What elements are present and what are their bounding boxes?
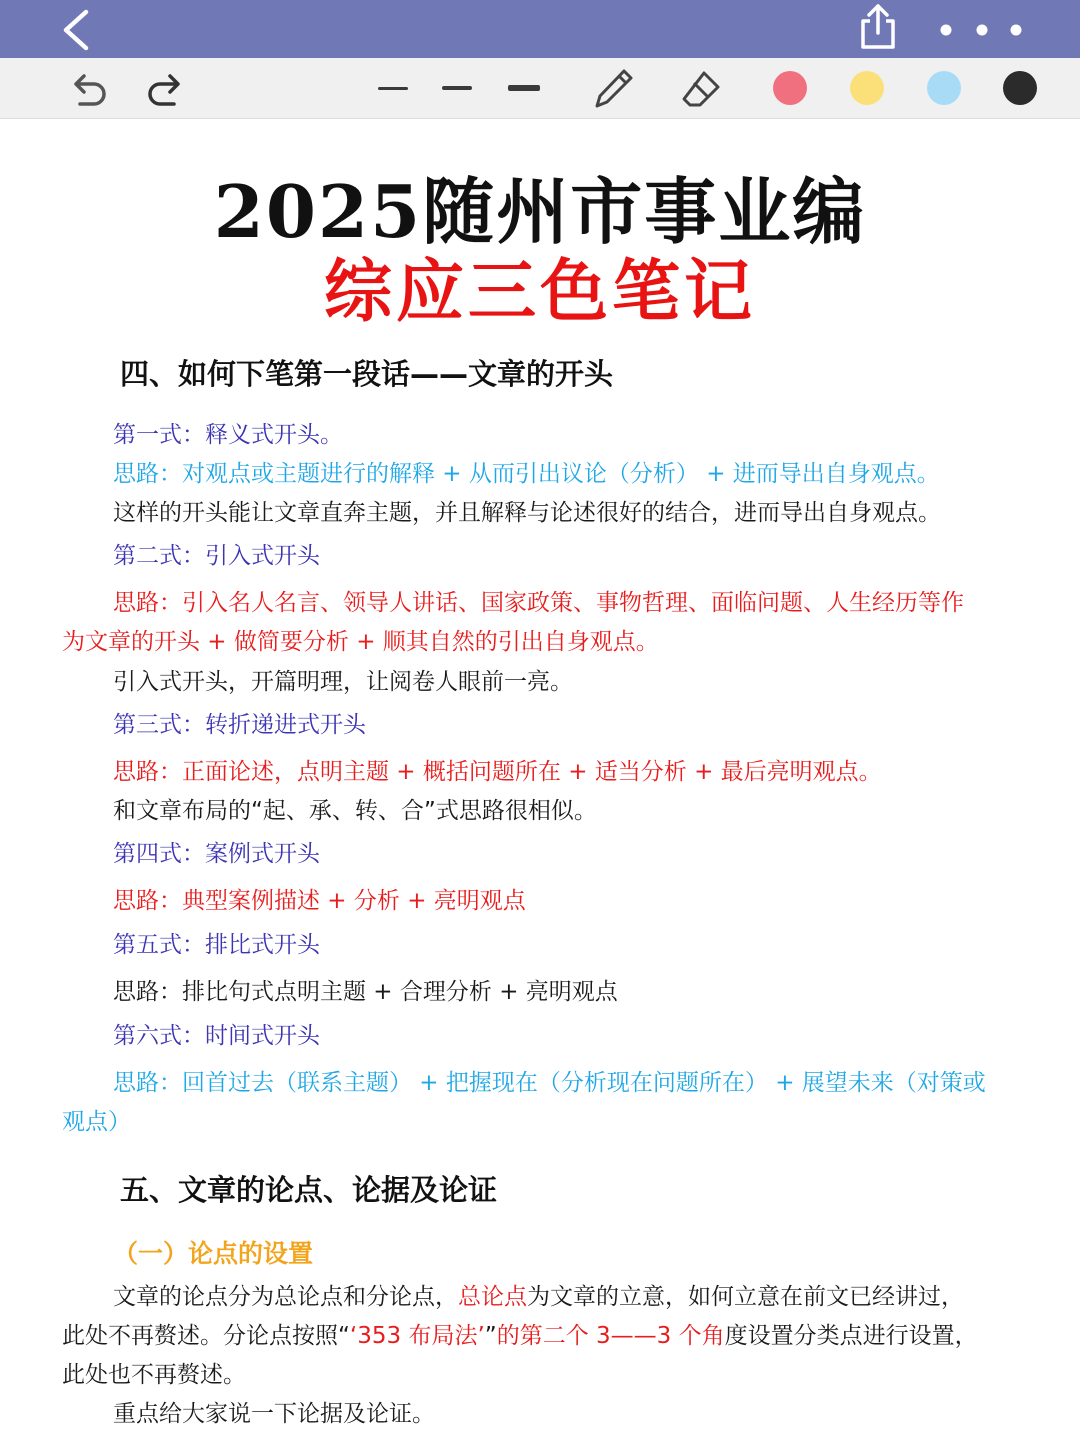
- text-run: 为文章的立意，如何立意在前文已经讲过，: [527, 1284, 964, 1310]
- paragraph-line: [113, 1278, 964, 1317]
- text-run: 度设置分类点进行设置，: [724, 1323, 978, 1349]
- paragraph-line: [62, 1317, 978, 1356]
- color-swatch-black[interactable]: [1003, 71, 1037, 105]
- note-line: 第四式：案例式开头: [113, 841, 320, 867]
- section-heading-5: 五、文章的论点、论据及论证: [120, 1173, 498, 1207]
- subsection-heading: （一）论点的设置: [113, 1239, 314, 1268]
- color-swatch-light-blue[interactable]: [927, 71, 961, 105]
- note-line: 引入式开头，开篇明理，让阅卷人眼前一亮。: [113, 669, 573, 695]
- color-swatch-pink[interactable]: [773, 71, 807, 105]
- eraser-icon[interactable]: [680, 68, 724, 112]
- page-title: 2025随州市事业编: [213, 169, 867, 254]
- note-line: 第二式：引入式开头: [113, 543, 320, 569]
- pen-icon[interactable]: [592, 66, 636, 112]
- note-line: 思路：正面论述，点明主题 + 概括问题所在 + 适当分析 + 最后亮明观点。: [113, 759, 882, 785]
- undo-icon[interactable]: [68, 70, 108, 108]
- note-line: 思路：回首过去（联系主题） + 把握现在（分析现在问题所在） + 展望未来（对策或: [113, 1070, 986, 1096]
- text-run-highlight: ‘353 布局法’: [349, 1323, 485, 1349]
- paragraph-line: 重点给大家说一下论据及论证。: [113, 1401, 435, 1427]
- section-heading-4: 四、如何下笔第一段话——文章的开头: [120, 357, 614, 391]
- note-line: 为文章的开头 + 做简要分析 + 顺其自然的引出自身观点。: [62, 629, 659, 655]
- medium-line-icon[interactable]: [442, 86, 472, 90]
- thin-line-icon[interactable]: [378, 87, 408, 90]
- text-run-highlight: 总论点: [458, 1284, 527, 1310]
- paragraph-line: 此处也不再赘述。: [62, 1362, 246, 1388]
- note-line: 这样的开头能让文章直奔主题，并且解释与论述很好的结合，进而导出自身观点。: [113, 500, 941, 526]
- note-line: 和文章布局的“起、承、转、合”式思路很相似。: [113, 798, 597, 824]
- drawing-toolbar: [0, 58, 1080, 119]
- thick-line-icon[interactable]: [508, 85, 540, 91]
- text-run-highlight: 的第二个 3——3 个角: [496, 1323, 725, 1349]
- chevron-left-icon[interactable]: [58, 8, 94, 52]
- top-nav-bar: [0, 0, 1080, 58]
- share-icon[interactable]: [858, 3, 898, 51]
- note-line: 第一式：释义式开头。: [113, 422, 343, 448]
- more-dots-icon[interactable]: [938, 22, 1028, 38]
- text-run: ”: [484, 1323, 497, 1349]
- note-line: 思路：引入名人名言、领导人讲话、国家政策、事物哲理、面临问题、人生经历等作: [113, 590, 964, 616]
- note-line: 第六式：时间式开头: [113, 1023, 320, 1049]
- color-swatch-yellow[interactable]: [850, 71, 884, 105]
- page-subtitle: 综应三色笔记: [323, 252, 756, 332]
- text-run: 文章的论点分为总论点和分论点，: [113, 1284, 458, 1310]
- note-line: 第三式：转折递进式开头: [113, 712, 366, 738]
- note-line: 思路：典型案例描述 + 分析 + 亮明观点: [113, 888, 526, 914]
- note-line: 第五式：排比式开头: [113, 932, 320, 958]
- note-line: 思路：排比句式点明主题 + 合理分析 + 亮明观点: [113, 979, 618, 1005]
- text-run: 此处不再赘述。分论点按照“: [62, 1323, 350, 1349]
- note-line: 思路：对观点或主题进行的解释 + 从而引出议论（分析） + 进而导出自身观点。: [113, 461, 940, 487]
- note-line: 观点）: [62, 1109, 131, 1135]
- redo-icon[interactable]: [146, 70, 186, 108]
